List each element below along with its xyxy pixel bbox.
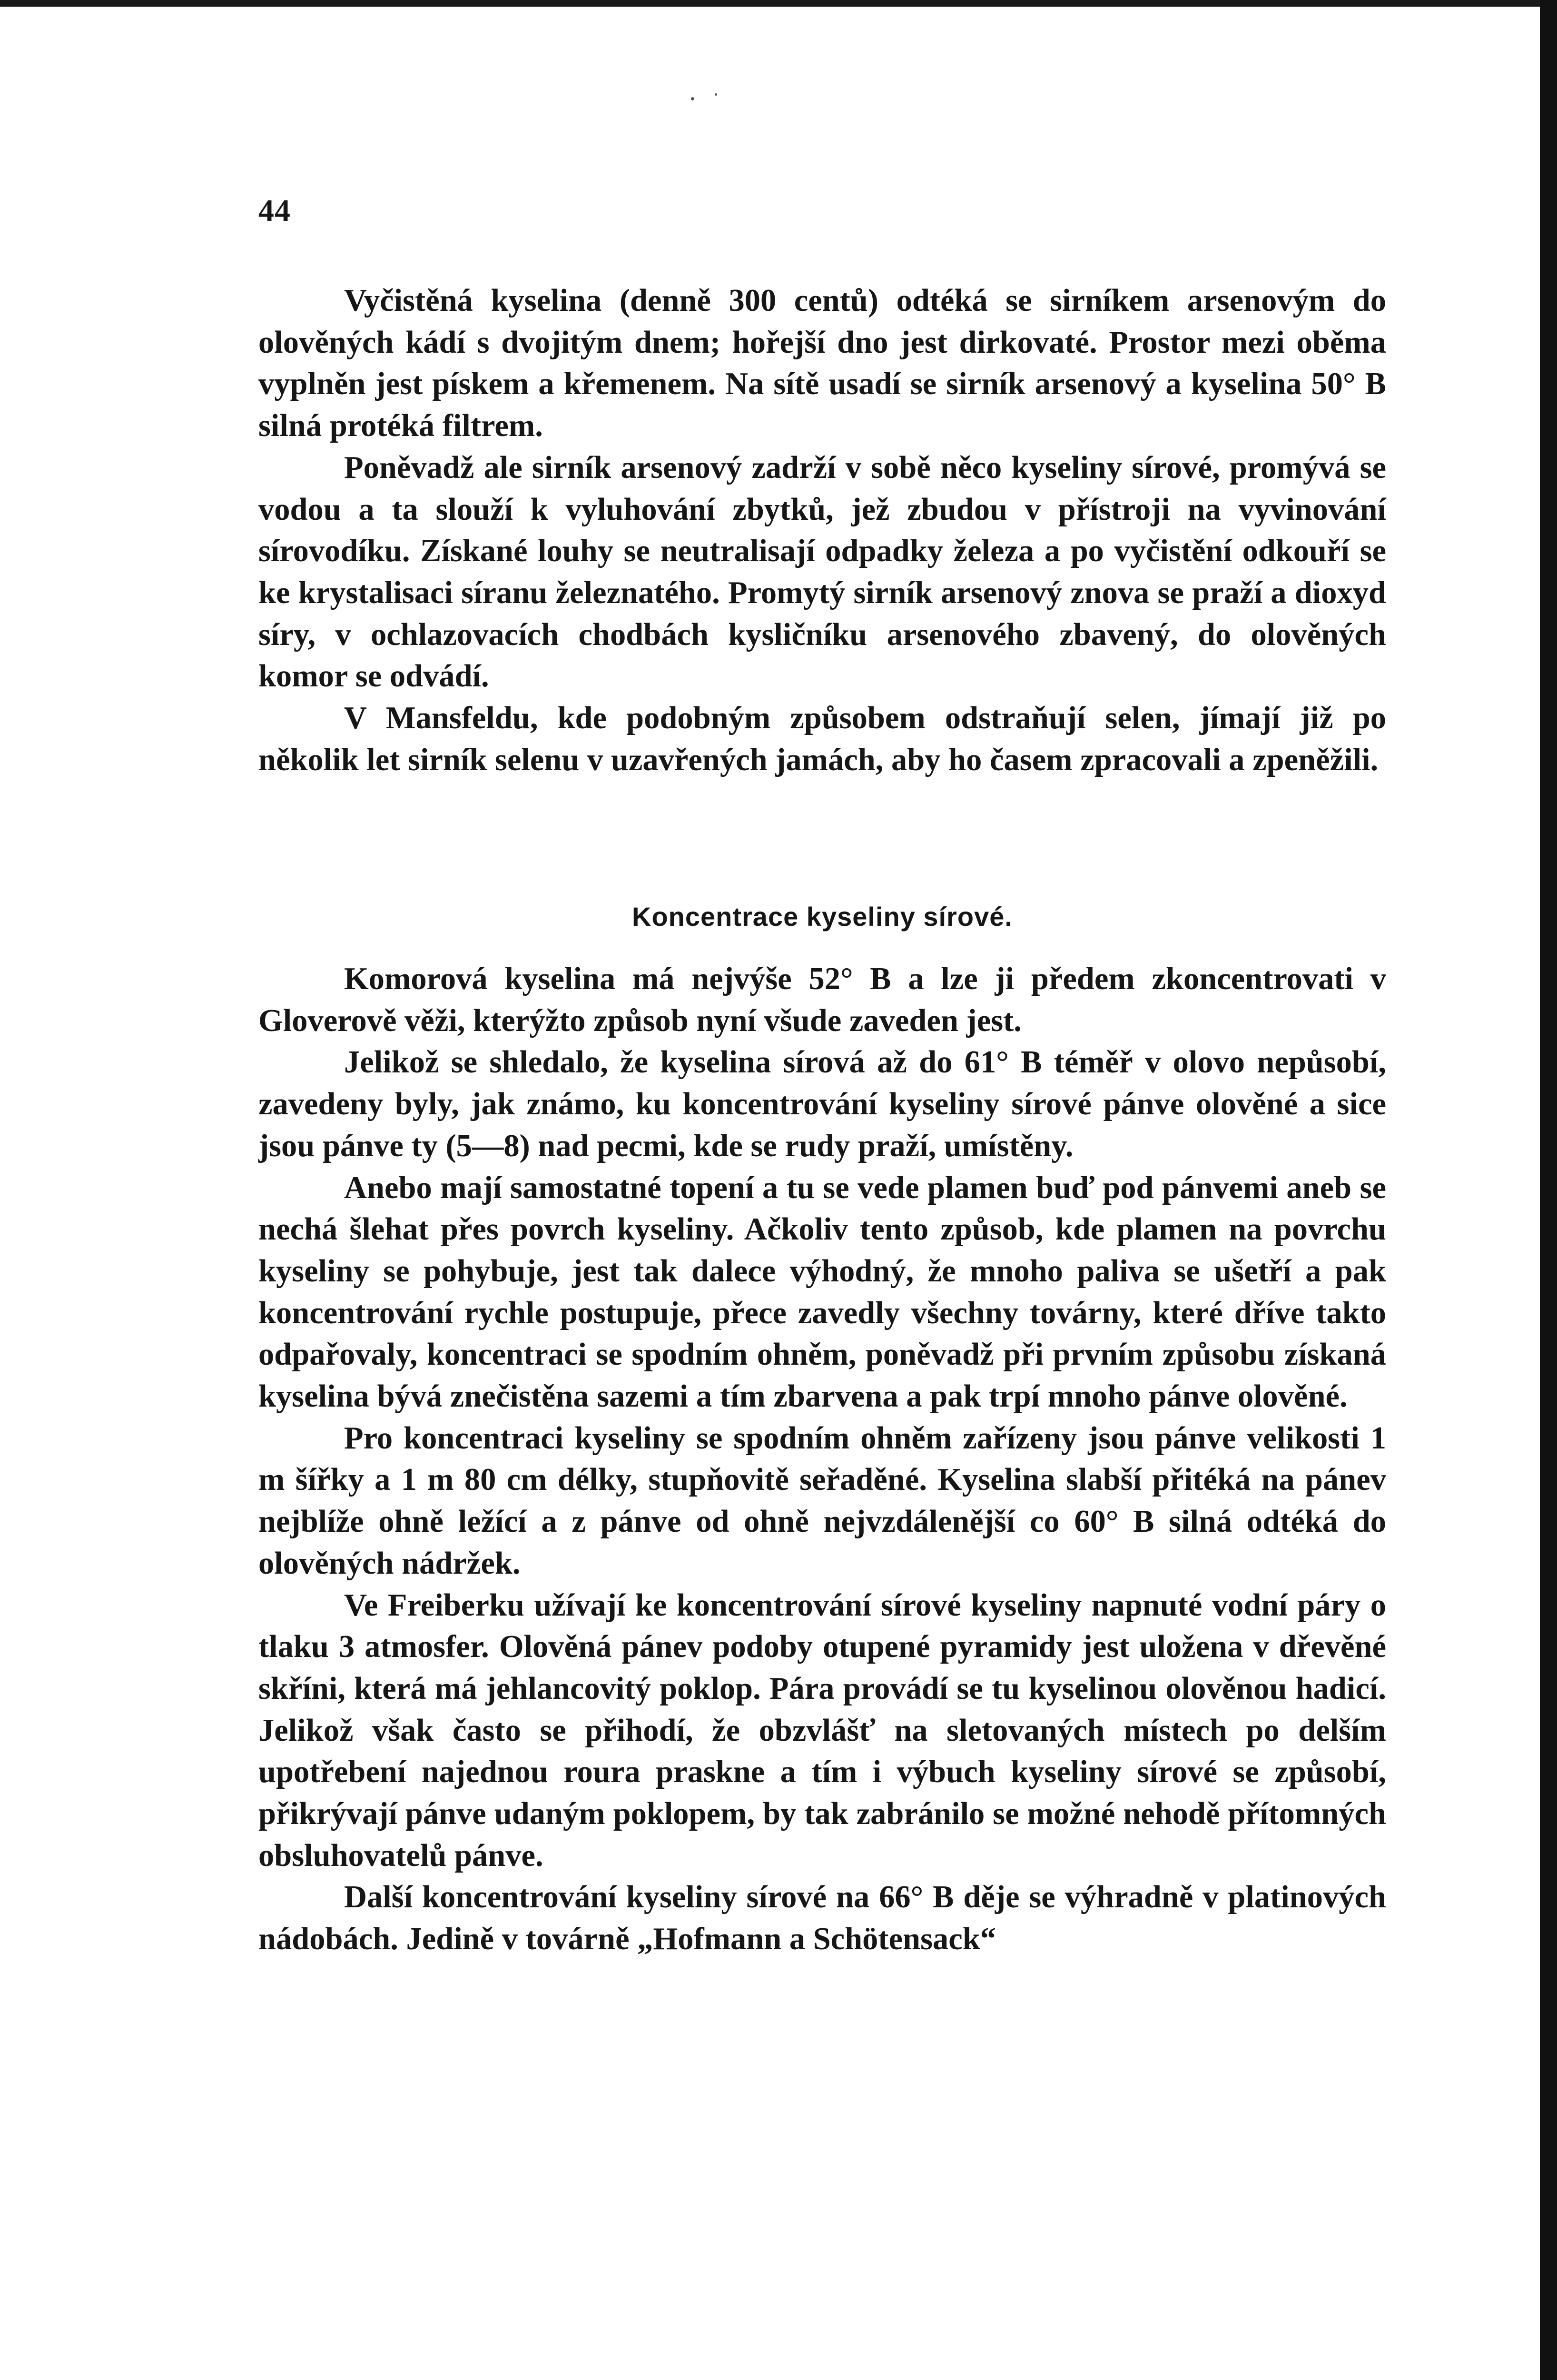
paragraph: Ve Freiberku užívají ke koncentrování sírové kyseliny napnuté vodní páry o tlaku 3 atmosfer. Olověná pánev podoby otupené pyramidy jest uložena v dřevěné skříni, která má jehlancovitý poklop. Pára provádí se tu kyselinou olověnou hadicí. Jelikož však často se přihodí, že obzvlášť na sletovaných místech po delším upotřebení najednou roura praskne a tím i výbuch kyseliny sírové se způsobí, přikrývají pánve udaným poklopem, by tak zabránilo se možné nehodě přítomných obsluhovatelů pánve. (258, 1587, 1386, 1873)
paragraph: Pro koncentraci kyseliny se spodním ohněm zařízeny jsou pánve velikosti 1 m šířky a 1 m 80 cm délky, stupňovitě seřaděné. Kyselina slabší přitéká na pánev nejblíže ohně ležící a z pánve od ohně nejvzdálenější co 60° B silná odtéká do olověných nádržek. (258, 1420, 1386, 1581)
paragraph: Jelikož se shledalo, že kyselina sírová až do 61° B téměř v olovo nepůsobí, zavedeny byly, jak známo, ku koncentrování kyseliny sírové pánve olověné a sice jsou pánve ty (5—8) nad pecmi, kde se rudy praží, umístěny. (258, 1045, 1386, 1163)
paragraph: Poněvadž ale sirník arsenový zadrží v sobě něco kyseliny sírové, promývá se vodou a ta slouží k vyluhování zbytků, jež zbudou v přístroji na vyvinování sírovodíku. Získané louhy se neutralisají odpadky železa a po vyčistění odkouří se ke krystalisaci síranu železnatého. Promytý sirník arsenový znova se praží a dioxyd síry, v ochlazovacích chodbách kysličníku arsenového zbavený, do olověných komor se odvádí. (258, 450, 1386, 694)
scan-speck (715, 93, 717, 96)
page-number: 44 (258, 193, 291, 228)
scan-border-top (0, 0, 1557, 7)
section-a-text (258, 280, 1386, 781)
paragraph: Vyčistěná kyselina (denně 300 centů) odtéká se sirníkem arsenovým do olověných kádí s dvojitým dnem; hořejší dno jest dirkovaté. Prostor mezi oběma vyplněn jest pískem a křemenem. Na sítě usadí se sirník arsenový a kyselina 50° B silná protéká filtrem. (258, 283, 1386, 444)
paragraph: Komorová kyselina má nejvýše 52° B a lze ji předem zkoncentrovati v Gloverově věži, kterýžto způsob nyní všude zaveden jest. (258, 962, 1386, 1038)
scan-border-right (1540, 0, 1557, 2380)
paragraph: Další koncentrování kyseliny sírové na 66° B děje se výhradně v platinových nádobách. Jedině v továrně „Hofmann a Schötensack“ (258, 1880, 1386, 1957)
paragraph: V Mansfeldu, kde podobným způsobem odstraňují selen, jímají již po několik let sirník selenu v uzavřených jamách, aby ho časem zpracovali a zpeněžili. (258, 701, 1386, 777)
scan-speck (691, 97, 694, 100)
section-b-text (258, 958, 1386, 1960)
section-heading: Koncentrace kyseliny sírové. (632, 902, 1013, 932)
paragraph: Anebo mají samostatné topení a tu se vede plamen buď pod pánvemi aneb se nechá šlehat přes povrch kyseliny. Ačkoliv tento způsob, kde plamen na povrchu kyseliny se pohybuje, jest tak dalece výhodný, že mnoho paliva se ušetří a pak koncentrování rychle postupuje, přece zavedly všechny továrny, které dříve takto odpařovaly, koncentraci se spodním ohněm, poněvadž při prvním způsobu získaná kyselina bývá znečistěna sazemi a tím zbarvena a pak trpí mnoho pánve olověné. (258, 1170, 1386, 1414)
